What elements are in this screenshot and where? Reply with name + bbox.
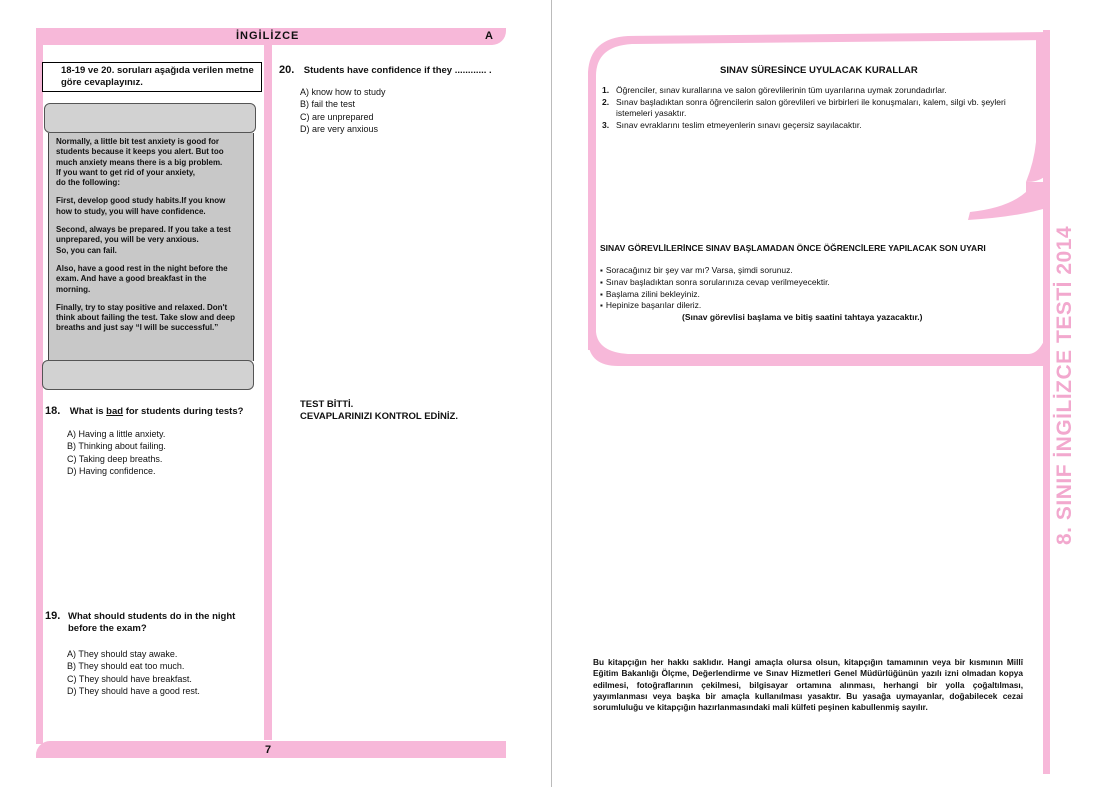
rule-item (602, 120, 1032, 131)
question-number: 18. (45, 405, 61, 417)
scroll-top-roll (44, 103, 256, 133)
option-c[interactable]: C) are unprepared (300, 111, 374, 122)
option-d[interactable]: D) are very anxious (300, 123, 379, 134)
warning-item: ▪ Soracağınız bir şey var mı? Varsa, şimdi sorunuz. (600, 265, 830, 277)
test-end-note (300, 399, 458, 423)
question-number: 20. (279, 64, 295, 76)
passage-paragraph: Also, have a good rest in the night before the exam. And have a good breakfast in the morning. (56, 263, 228, 294)
scroll-bottom-roll (42, 360, 254, 390)
question-text-part: for students during tests? (123, 406, 244, 417)
option-b[interactable]: B) Thinking about failing. (67, 441, 166, 452)
rules-title: SINAV SÜRESİNCE UYULACAK KURALLAR (720, 65, 918, 76)
option-b[interactable]: B) They should eat too much. (67, 661, 185, 672)
question-text: Students have confidence if they ............ . (303, 65, 492, 76)
warning-note: (Sınav görevlisi başlama ve bitiş saatini tahtaya yazacaktır.) (682, 312, 923, 322)
option-c[interactable]: C) Taking deep breaths. (67, 453, 163, 464)
question-19-options (67, 648, 200, 697)
right-margin-bar (1043, 30, 1050, 774)
rule-number: 2. (602, 97, 610, 107)
question-18 (45, 401, 243, 419)
rule-text: Sınav başladıktan sonra öğrencilerin salon görevlileri ve birbirleri ile konuşmaları, kalem, silgi vb. şeyleri istemeleri yasaktır. (616, 97, 1006, 118)
column-divider (264, 44, 272, 740)
option-a[interactable]: A) They should stay awake. (67, 649, 178, 659)
question-text-part: What is (69, 406, 107, 417)
vertical-test-title: 8. SINIF İNGİLİZCE TESTİ 2014 (1053, 225, 1076, 545)
test-end-line: CEVAPLARINIZI KONTROL EDİNİZ. (300, 411, 458, 422)
rules-list (602, 85, 1032, 132)
booklet-type: A (485, 30, 493, 42)
subject-title: İNGİLİZCE (236, 30, 300, 42)
copyright-notice: Bu kitapçığın her hakkı saklıdır. Hangi amaçla olursa olsun, kitapçığın tamamının veya bir kısmının Millî Eğitim Bakanlığı Ölçme, Değerlendirme ve Sınav Hizmetleri Genel Müdürlüğünün yazılı izni olmadan kopya edilmesi, fotoğraflarının çekilmesi, bilgisayar ortamına alınması, herhangi bir yolla çoğaltılması, yayımlanması veya başka bir amaçla kullanılması yasaktır. Bu yasağa uymayanlar, doğabilecek cezai sorumluluğu ve kitapçığın hazırlanmasındaki mali külfeti peşinen kabullenmiş sayılır. (593, 657, 1023, 713)
question-text-underlined: bad (106, 406, 124, 417)
passage-paragraph: First, develop good study habits.If you know how to study, you will have confidence. (56, 196, 226, 216)
rule-text: Sınav evraklarını teslim etmeyenlerin sınavı geçersiz sayılacaktır. (616, 120, 862, 130)
question-18-options (67, 428, 166, 477)
warning-item: ▪ Başlama zilini bekleyiniz. (600, 289, 830, 301)
reading-passage (56, 137, 252, 342)
question-text (70, 406, 244, 417)
question-number: 19. (45, 610, 61, 622)
passage-paragraph: Second, always be prepared. If you take a test unprepared, you will be very anxious. So, you can fail. (56, 225, 231, 255)
intro-instruction: 18-19 ve 20. soruları aşağıda verilen metne göre cevaplayınız. (42, 62, 262, 92)
passage-paragraph: Normally, a little bit test anxiety is good for students because it keeps you alert. But too much anxiety means there is a big problem. If you want to get rid of your anxiety, do the following: (56, 137, 224, 188)
question-20-options (300, 86, 386, 135)
rule-item (602, 85, 1032, 96)
warning-title: SINAV GÖREVLİLERİNCE SINAV BAŞLAMADAN ÖNCE ÖĞRENCİLERE YAPILACAK SON UYARI (600, 243, 986, 253)
option-a[interactable]: A) Having a little anxiety. (67, 429, 166, 439)
option-b[interactable]: B) fail the test (300, 99, 356, 110)
warning-item: ▪ Hepinize başarılar dileriz. (600, 300, 830, 312)
passage-paragraph: Finally, try to stay positive and relaxed. Don't think about failing the test. Take slow and deep breaths and just say “I will be successful.” (56, 302, 235, 333)
question-20 (279, 60, 492, 78)
option-d[interactable]: D) They should have a good rest. (67, 685, 200, 696)
option-a[interactable]: A) know how to study (300, 87, 386, 97)
page-fold (551, 0, 552, 787)
question-19-text: What should students do in the night before the exam? (68, 611, 236, 634)
page-number: 7 (265, 744, 272, 756)
rule-number: 3. (602, 120, 610, 130)
option-c[interactable]: C) They should have breakfast. (67, 673, 192, 684)
warning-item: ▪ Sınav başladıktan sonra sorularınıza cevap verilmeyecektir. (600, 277, 830, 289)
option-d[interactable]: D) Having confidence. (67, 465, 156, 476)
rule-text: Öğrenciler, sınav kurallarına ve salon görevlilerinin tüm uyarılarına uymak zorundadırlar. (616, 85, 947, 95)
warning-list (600, 265, 830, 312)
test-end-line: TEST BİTTİ. (300, 399, 354, 410)
rule-number: 1. (602, 85, 610, 95)
rule-item (602, 97, 1032, 119)
left-margin-bar (36, 44, 43, 744)
